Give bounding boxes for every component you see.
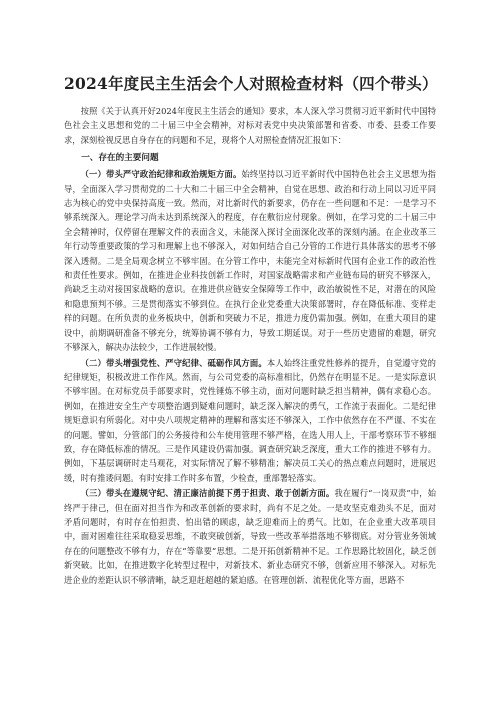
paragraph-lead: （一）带头严守政治纪律和政治规矩方面。 [80,169,242,180]
body-paragraph-1 [64,167,436,354]
paragraph-lead: （三）带头在遵规守纪、清正廉洁前提下勇于担责、敢于创新方面。 [80,488,335,499]
paragraph-body: 本人始终注重党性修养的提升，自觉遵守党的纪律规矩，积极改进工作作风。然而，与公司党委的高标准相比，仍然存在明显不足。一是实际意识不够牢固。在对标党员手部要求时，党性锤炼不够主动，面对问题时缺乏担当精神，偶有求稳心态。例如，在推进安全生产专项整治遇到疑难问题时，缺乏深入解决的勇气，工作流于表面化。二是纪律规矩意识有所弱化。对中央八项规定精神的理解和落实还不够深入，工作中依然存在不严谨、不实在的问题。譬如，分管部门的公务接待和公车使用管理不够严格，在选人用人上，干部考察环节不够细致，存在降低标准的情况。三是作风建设仍需加强。调查研究缺乏深度，重大工作的推进不够有力。例如，下基层调研时走马观花，对实际情况了解不够精准；解决员工关心的热点难点问题时，进展迟缓，时有推诿问题。有时安排工作时多布置，少检查，重部署轻落实。 [64,357,436,483]
paragraph-lead: （二）带头增强党性、严守纪律、砥砺作风方面。 [80,357,267,368]
intro-paragraph: 按照《关于认真开好2024年度民主生活会的通知》要求，本人深入学习贯彻习近平新时代中国特色社会主义思想和党的二十届三中全会精神，对标对表党中央决策部署和省委、市委、县委工作要求，深刻检视反思自身存在的问题和不足，现将个人对照检查情况汇报如下： [64,106,436,145]
paragraph-body: 始终坚持以习近平新时代中国特色社会主义思想为指导，全面深入学习贯彻党的二十大和二十届三中全会精神，自觉在思想、政治和行动上同以习近平同志为核心的党中央保持高度一致。然而，对比新时代的新要求，仍存在一些问题和不足：一是学习不够系统深入。理论学习尚未达到系统深入的程度，存在敷衍应付现象。例如，在学习党的二十届三中全会精神时，仅停留在理解文件的表面含义，未能深入探讨全面深化改革的深刻内涵。在企业改革三年行动等重要政策的学习和理解上也不够深入，对如何结合自己分管的工作进行具体落实的思考不够深入透彻。二是全局观念树立不够牢固。在分管工作中，未能完全对标新时代国有企业工作的政治性和责任性要求。例如，在推进企业科技创新工作时，对国家战略需求和产业链布局的研究不够深入，尚缺乏主动对接国家战略的意识。在推进供应链安全保障等工作中，政治敏锐性不足，对潜在的风险和隐患预判不够。三是贯彻落实不够到位。在执行企业党委重大决策部署时，存在降低标准、变样走样的问题。在所负责的业务板块中，创新和突破力不足，推进力度仍需加强。例如，在重大项目的建设中，前期调研准备不够充分，统筹协调不够有力，导致工期延误。对于一些历史遗留的难题，研究不够深入，解决办法较少，工作进展较慢。 [64,169,436,353]
paragraph-body: 我在履行“一岗双责”中，始终严于律己，但在面对担当作为和改革创新的要求时，尚有不足之处。一是攻坚克难劲头不足，面对矛盾问题时，有时存在怕担责、怕出错的顾虑，缺乏迎难而上的勇气。比如，在企业重大改革项目中，面对困难往往采取稳妥思维，不敢突破创新，导致一些改革举措落地不够彻底。对分管业务领域存在的问题整改不够有力，存在“等靠要”思想。二是开拓创新精神不足。工作思路比较固化，缺乏创新突破。比如，在推进数字化转型过程中，对新技术、新业态研究不够，创新应用不够深入。对标先进企业的差距认识不够清晰，缺乏迎赶超越的紧迫感。在管理创新、流程优化等方面，思路不 [64,488,437,585]
section-heading: 一、存在的主要问题 [81,153,159,164]
body-paragraph-2 [64,356,436,486]
document-title: 2024年度民主生活会个人对照检查材料（四个带头） [64,74,438,93]
body-paragraph-3 [64,486,436,587]
